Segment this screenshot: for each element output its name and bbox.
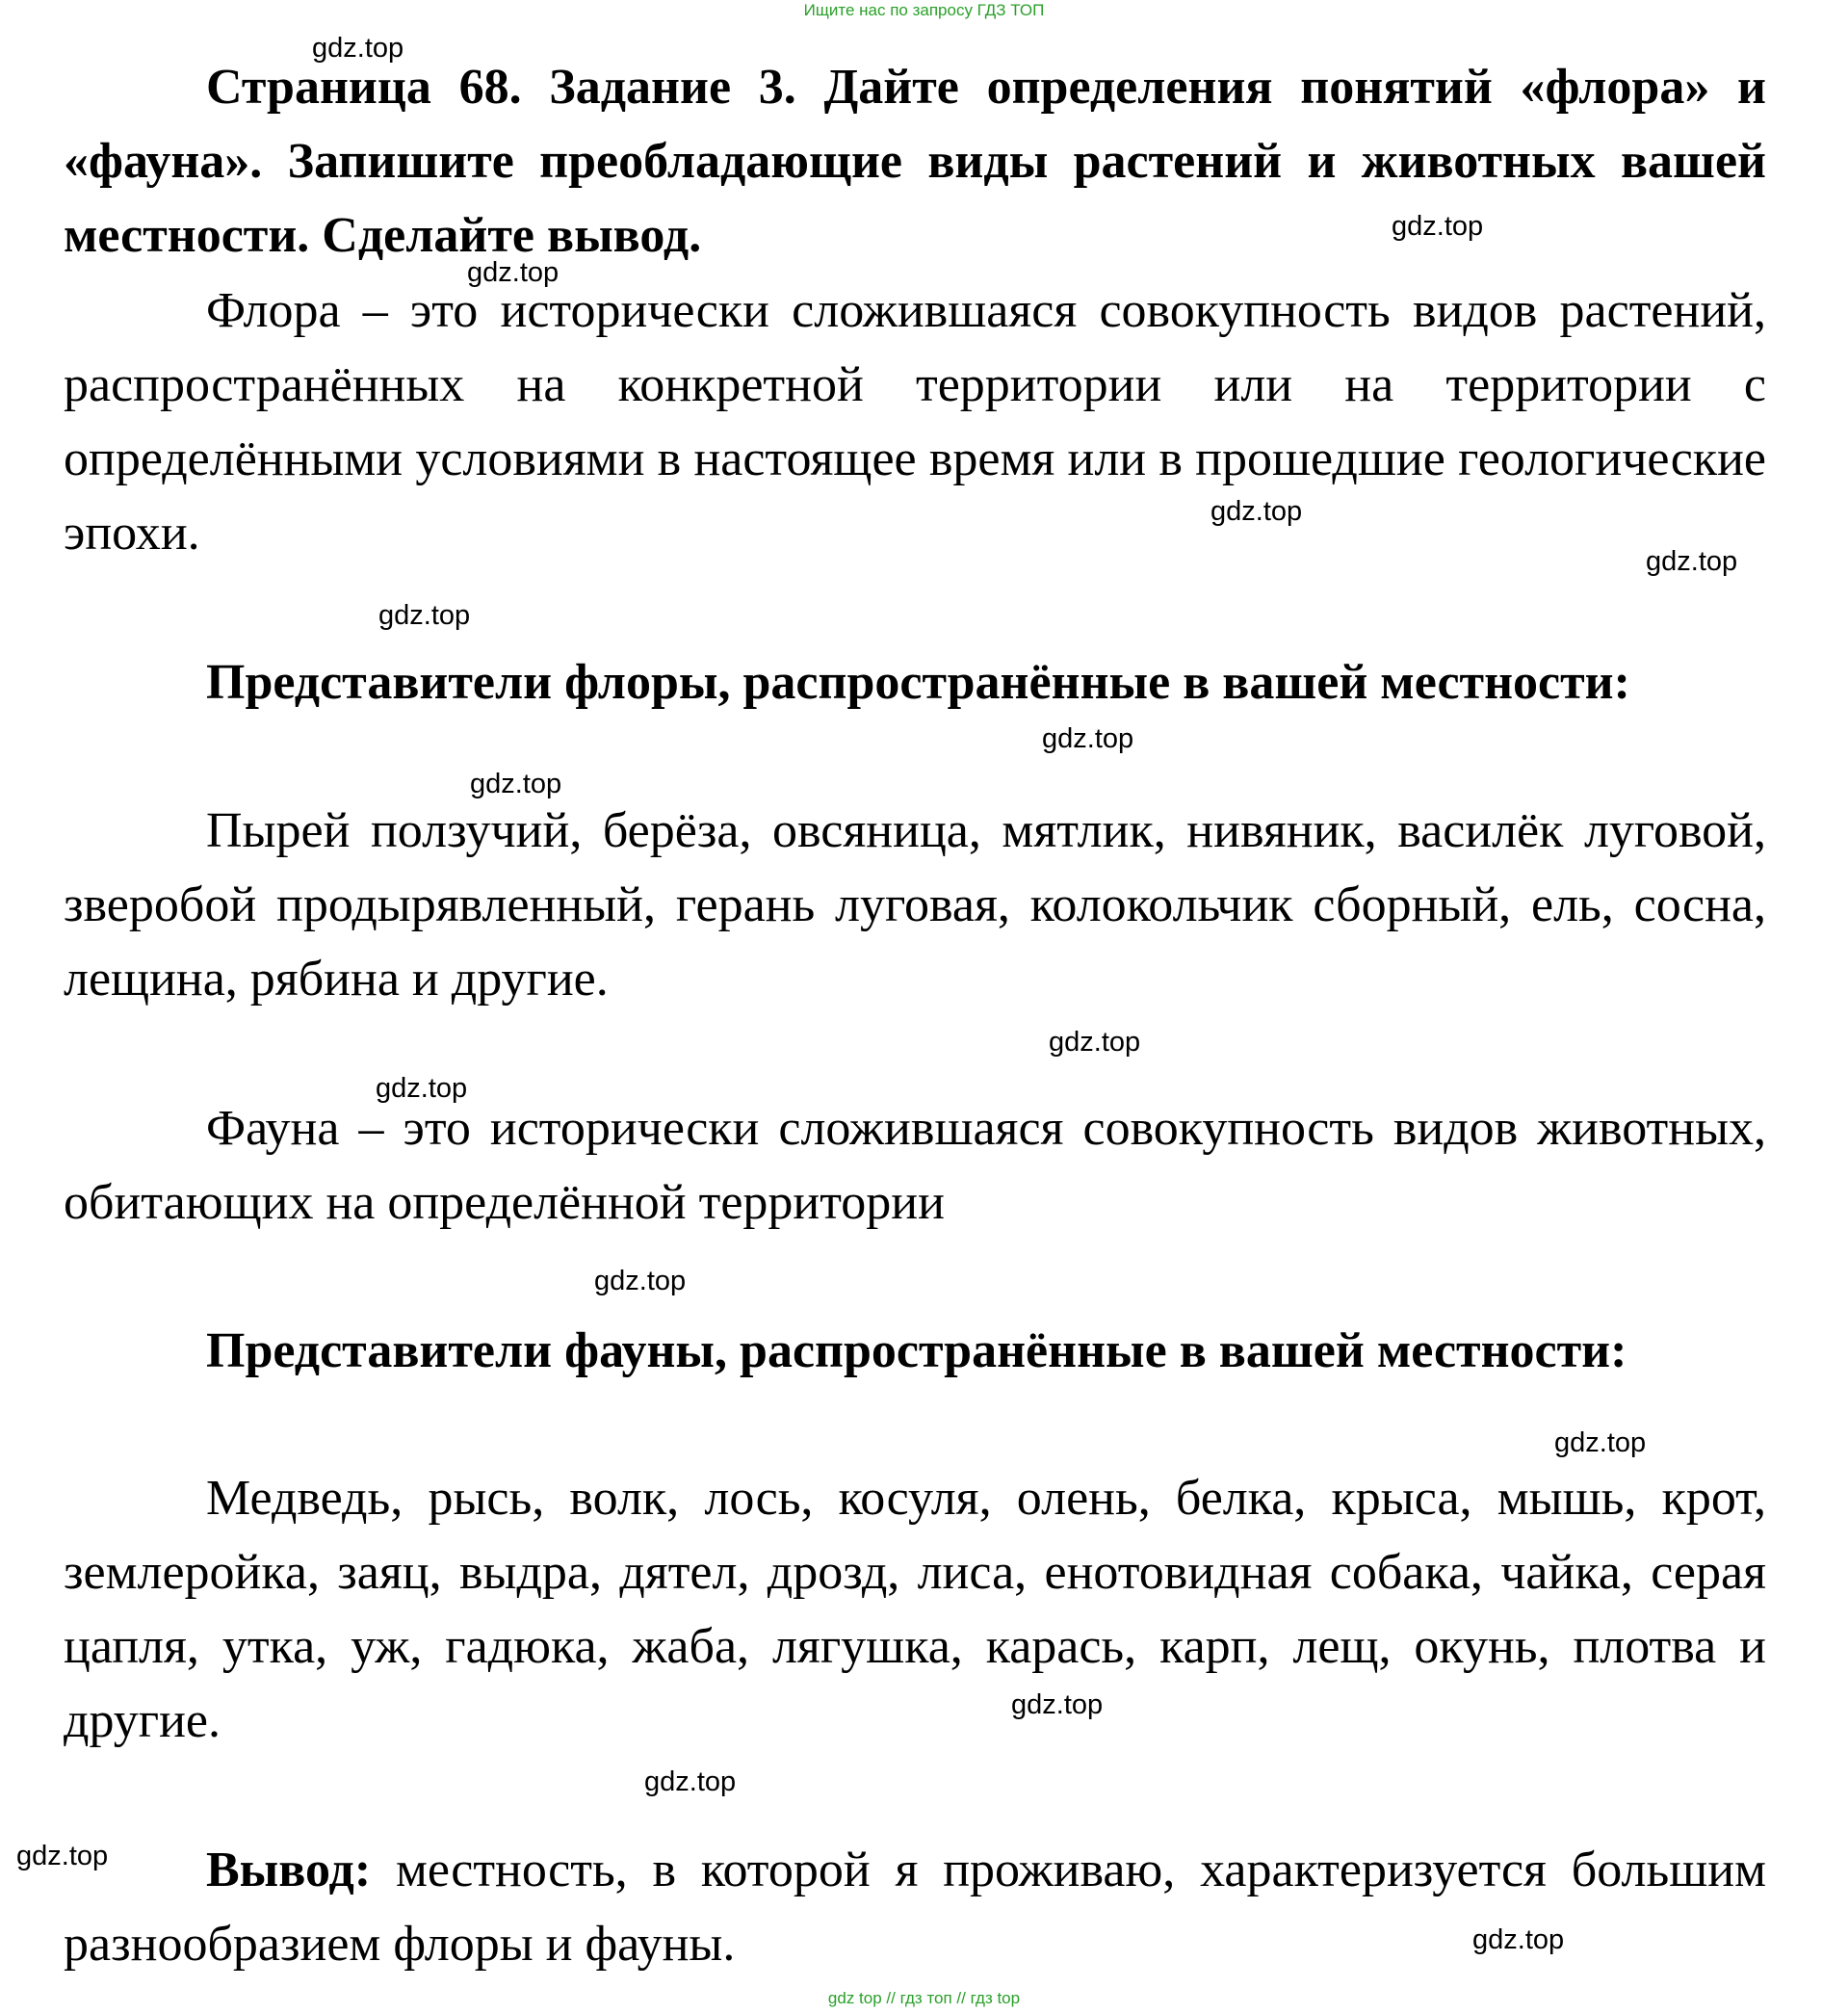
top-banner: Ищите нас по запросу ГДЗ ТОП xyxy=(803,1,1045,19)
watermark: gdz.top xyxy=(1646,546,1738,577)
watermark: gdz.top xyxy=(594,1266,687,1296)
watermark: gdz.top xyxy=(16,1841,109,1871)
conclusion-label: Вывод: xyxy=(206,1843,372,1897)
bottom-banner: gdz top // гдз топ // гдз top xyxy=(827,1989,1021,2007)
watermark: gdz.top xyxy=(644,1766,737,1797)
watermark: gdz.top xyxy=(1042,723,1134,754)
watermark: gdz.top xyxy=(1011,1689,1104,1720)
watermark: gdz.top xyxy=(467,257,560,288)
conclusion-text: местность, в которой я проживаю, характеризуется большим разнообразием флоры и фауны. xyxy=(64,1843,1767,1972)
flora-definition: Флора – это исторически сложившаяся совокупность видов растений, распространённых на конкретной территории или на территории с определёнными условиями в настоящее время или в прошедшие геологические эпохи. xyxy=(64,283,1766,561)
watermark: gdz.top xyxy=(312,33,404,64)
watermark: gdz.top xyxy=(1210,496,1303,527)
fauna-list: Медведь, рысь, волк, лось, косуля, олень, белка, крыса, мышь, крот, землеройка, заяц, выдра, дятел, дрозд, лиса, енотовидная собака, чайка, серая цапля, утка, уж, гадюка, жаба, лягушка, карась, карп, лещ, окунь, плотва и другие. xyxy=(64,1471,1766,1748)
watermark: gdz.top xyxy=(1554,1427,1647,1458)
watermark: gdz.top xyxy=(376,1073,468,1104)
watermark: gdz.top xyxy=(378,600,471,631)
watermark: gdz.top xyxy=(1472,1924,1565,1955)
task-heading: Страница 68. Задание 3. Дайте определения понятий «флора» и «фауна». Запишите преобладающие виды растений и животных вашей местности. Сделайте вывод. xyxy=(64,60,1766,263)
fauna-heading: Представители фауны, распространённые в вашей местности: xyxy=(206,1323,1627,1378)
fauna-definition: Фауна – это исторически сложившаяся совокупность видов животных, обитающих на определённой территории xyxy=(64,1101,1766,1230)
watermark: gdz.top xyxy=(1392,211,1484,242)
flora-heading: Представители флоры, распространённые в вашей местности: xyxy=(206,655,1630,710)
conclusion xyxy=(64,1833,1766,1981)
watermark: gdz.top xyxy=(470,769,562,799)
watermark: gdz.top xyxy=(1049,1027,1141,1058)
flora-list: Пырей ползучий, берёза, овсяница, мятлик, нивяник, василёк луговой, зверобой продырявленный, герань луговая, колокольчик сборный, ель, сосна, лещина, рябина и другие. xyxy=(64,803,1766,1007)
